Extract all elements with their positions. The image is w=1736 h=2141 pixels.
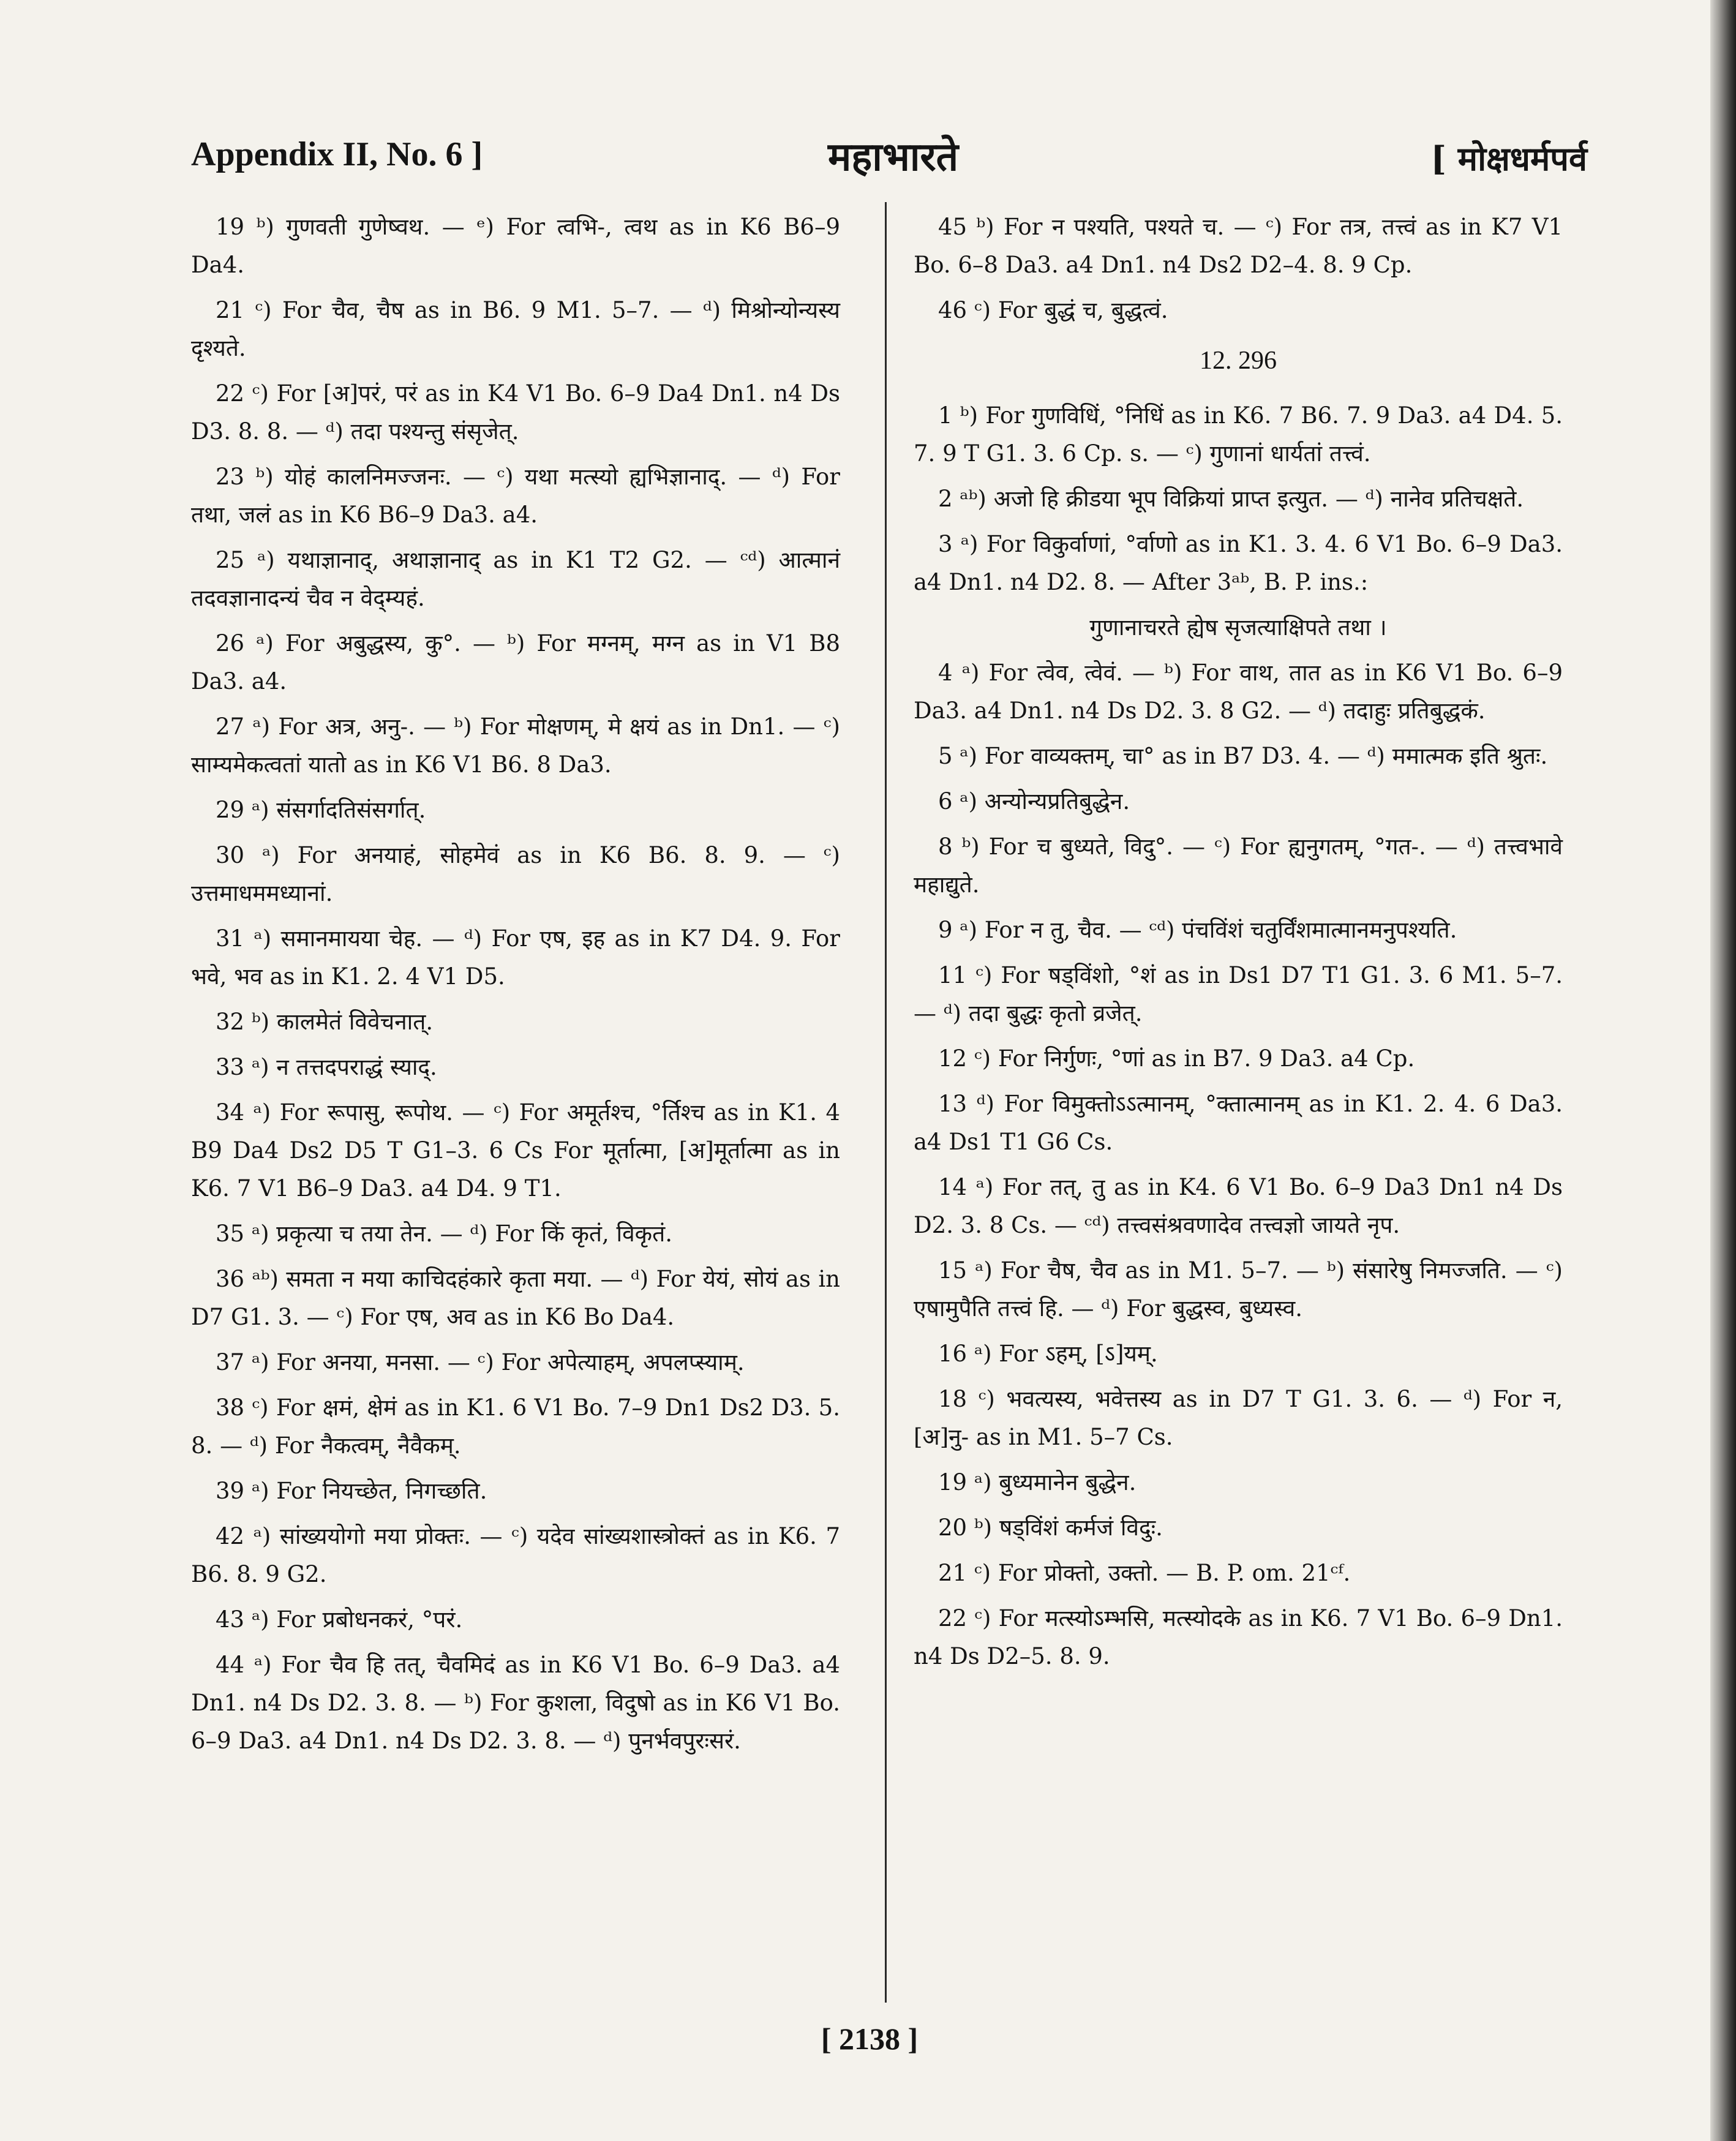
critical-note: 11 ᶜ) For षड्विंशो, °शं as in Ds1 D7 T1 G1. 3. 6 M1. 5–7. — ᵈ) तदा बुद्धः कृतो व्रजेत्. (914, 962, 1563, 1026)
critical-note: 31 ᵃ) समानमायया चेह. — ᵈ) For एष, इह as in K7 D4. 9. For भवे, भव as in K1. 2. 4 V1 D5. (191, 925, 840, 990)
right-column (914, 208, 1563, 1683)
critical-note: 23 ᵇ) योहं कालनिमज्जनः. — ᶜ) यथा मत्स्यो ह्यभिज्ञानाद्. — ᵈ) For तथा, जलं as in K6 B6–9 Da3. a4. (191, 464, 840, 528)
page-number: [ 2138 ] (821, 2022, 919, 2056)
critical-note: 22 ᶜ) For मत्स्योऽम्भसि, मत्स्योदके as in K6. 7 V1 Bo. 6–9 Dn1. n4 Ds D2–5. 8. 9. (914, 1605, 1563, 1669)
critical-note: 2 ᵃᵇ) अजो हि क्रीडया भूप विक्रियां प्राप्त इत्युत. — ᵈ) नानेव प्रतिचक्षते. (938, 486, 1524, 512)
critical-note: 5 ᵃ) For वाव्यक्तम्, चा° as in B7 D3. 4. — ᵈ) ममात्मक इति श्रुतः. (938, 743, 1548, 769)
right-notes-after-verse (914, 654, 1563, 1676)
critical-note: 4 ᵃ) For त्वेव, त्वेवं. — ᵇ) For वाथ, तात as in K6 V1 Bo. 6–9 Da3. a4 Dn1. n4 Ds D2. 3. 8 G2. — ᵈ) तदाहुः प्रतिबुद्धकं. (914, 660, 1563, 724)
book-title: महाभारते (828, 134, 959, 180)
critical-note: 30 ᵃ) For अनयाहं, सोहमेवं as in K6 B6. 8. 9. — ᶜ) उत्तमाधममध्यानां. (191, 842, 840, 906)
critical-note: 39 ᵃ) For नियच्छेत, निगच्छति. (216, 1478, 487, 1504)
critical-note: 14 ᵃ) For तत्, तु as in K4. 6 V1 Bo. 6–9 Da3 Dn1 n4 Ds D2. 3. 8 Cs. — ᶜᵈ) तत्त्वसंश्रवणादेव तत्त्वज्ञो जायते नृप. (914, 1174, 1563, 1238)
critical-note: 21 ᶜ) For प्रोक्तो, उक्तो. — B. P. om. 21ᶜᶠ. (938, 1560, 1351, 1586)
right-notes-before-verse (914, 397, 1563, 601)
critical-note: 21 ᶜ) For चैव, चैष as in B6. 9 M1. 5–7. — ᵈ) मिश्रोन्योन्यस्य दृश्यते. (191, 297, 840, 361)
critical-note: 1 ᵇ) For गुणविधिं, °निधिं as in K6. 7 B6. 7. 9 Da3. a4 D4. 5. 7. 9 T G1. 3. 6 Cp. s. — ᶜ) गुणानां धार्यतां तत्त्वं. (914, 402, 1563, 467)
critical-note: 46 ᶜ) For बुद्धं च, बुद्धत्वं. (938, 297, 1168, 323)
critical-note: 3 ᵃ) For विकुर्वाणां, °र्वाणो as in K1. 3. 4. 6 V1 Bo. 6–9 Da3. a4 Dn1. n4 D2. 8. — After 3ᵃᵇ, B. P. ins.: (914, 531, 1563, 595)
critical-note: 34 ᵃ) For रूपासु, रूपोथ. — ᶜ) For अमूर्तश्च, °र्तिश्च as in K1. 4 B9 Da4 Ds2 D5 T G1–3. 6 Cs For मूर्तात्मा, [अ]मूर्तात्मा as in K6. 7 V1 B6–9 Da3. a4 D4. 9 T1. (191, 1099, 840, 1202)
critical-note: 13 ᵈ) For विमुक्तोऽऽत्मानम्, °क्तात्मानम् as in K1. 2. 4. 6 Da3. a4 Ds1 T1 G6 Cs. (914, 1091, 1563, 1155)
critical-note: 9 ᵃ) For न तु, चैव. — ᶜᵈ) पंचविंशं चतुर्विंशमात्मानमनुपश्यति. (938, 917, 1457, 943)
critical-note: 15 ᵃ) For चैष, चैव as in M1. 5–7. — ᵇ) संसारेषु निमज्जति. — ᶜ) एषामुपैति तत्त्वं हि. — ᵈ) For बुद्धस्व, बुध्यस्व. (914, 1257, 1563, 1322)
appendix-label: Appendix II, No. 6 ] (191, 135, 483, 173)
page-edge-shadow (1710, 0, 1736, 2141)
critical-note: 25 ᵃ) यथाज्ञानाद्, अथाज्ञानाद् as in K1 T2 G2. — ᶜᵈ) आत्मानं तदवज्ञानादन्यं चैव न वेद्म्यहं. (191, 547, 840, 611)
critical-note: 26 ᵃ) For अबुद्धस्य, कु°. — ᵇ) For मग्नम्, मग्न as in V1 B8 Da3. a4. (191, 630, 840, 694)
right-top-notes (914, 208, 1563, 329)
critical-note: 43 ᵃ) For प्रबोधनकरं, °परं. (216, 1606, 463, 1633)
critical-note: 45 ᵇ) For न पश्यति, पश्यते च. — ᶜ) For तत्र, तत्त्वं as in K7 V1 Bo. 6–8 Da3. a4 Dn1. n4 Ds2 D2–4. 8. 9 Cp. (914, 214, 1563, 278)
left-column (191, 208, 840, 1767)
critical-note: 33 ᵃ) न तत्तदपराद्धं स्याद्. (216, 1054, 437, 1080)
page-header (191, 122, 1587, 190)
critical-note: 16 ᵃ) For ऽहम्, [ऽ]यम्. (938, 1341, 1158, 1367)
critical-note: 8 ᵇ) For च बुध्यते, विदु°. — ᶜ) For ह्यनुगतम्, °गत-. — ᵈ) तत्त्वभावे महाद्युते. (914, 833, 1563, 898)
critical-note: 36 ᵃᵇ) समता न मया काचिदहंकारे कृता मया. — ᵈ) For येयं, सोयं as in D7 G1. 3. — ᶜ) For एष, अव as in K6 Bo Da4. (191, 1266, 840, 1330)
inserted-verse: गुणानाचरते ह्येष सृजत्याक्षिपते तथा । (1089, 614, 1387, 641)
critical-note: 32 ᵇ) कालमेतं विवेचनात्. (216, 1009, 434, 1035)
section-title: 12. 296 (1200, 347, 1277, 375)
critical-note: 27 ᵃ) For अत्र, अनु-. — ᵇ) For मोक्षणम्, मे क्षयं as in Dn1. — ᶜ) साम्यमेकत्वतां यातो as in K6 V1 B6. 8 Da3. (191, 713, 840, 778)
critical-note: 44 ᵃ) For चैव हि तत्, चैवमिदं as in K6 V1 Bo. 6–9 Da3. a4 Dn1. n4 Ds D2. 3. 8. — ᵇ) For कुशला, विदुषो as in K6 V1 Bo. 6–9 Da3. a4 Dn1. n4 Ds D2. 3. 8. — ᵈ) पुनर्भवपुरःसरं. (191, 1652, 840, 1754)
critical-note: 22 ᶜ) For [अ]परं, परं as in K4 V1 Bo. 6–9 Da4 Dn1. n4 Ds D3. 8. 8. — ᵈ) तदा पश्यन्तु संसृजेत्. (191, 380, 840, 445)
critical-note: 12 ᶜ) For निर्गुणः, °णां as in B7. 9 Da3. a4 Cp. (938, 1045, 1415, 1072)
critical-note: 6 ᵃ) अन्योन्यप्रतिबुद्धेन. (938, 788, 1130, 815)
critical-note: 35 ᵃ) प्रकृत्या च तया तेन. — ᵈ) For किं कृतं, विकृतं. (216, 1221, 672, 1247)
critical-note: 19 ᵇ) गुणवती गुणेष्वथ. — ᵉ) For त्वभि-, त्वथ as in K6 B6–9 Da4. (191, 214, 840, 278)
critical-note: 42 ᵃ) सांख्ययोगो मया प्रोक्तः. — ᶜ) यदेव सांख्यशास्त्रोक्तं as in K6. 7 B6. 8. 9 G2. (191, 1523, 840, 1587)
critical-note: 19 ᵃ) बुध्यमानेन बुद्धेन. (938, 1469, 1137, 1496)
critical-note: 37 ᵃ) For अनया, मनसा. — ᶜ) For अपेत्याहम्, अपलप्स्याम्. (216, 1349, 745, 1375)
critical-note: 20 ᵇ) षड्विंशं कर्मजं विदुः. (938, 1515, 1163, 1541)
critical-note: 38 ᶜ) For क्षमं, क्षेमं as in K1. 6 V1 Bo. 7–9 Dn1 Ds2 D3. 5. 8. — ᵈ) For नैकत्वम्, नैवैकम्. (191, 1394, 840, 1459)
critical-note: 29 ᵃ) संसर्गादतिसंसर्गात्. (216, 797, 426, 823)
column-divider (885, 202, 887, 2003)
parvan-label: [ मोक्षधर्मपर्व (1430, 139, 1587, 178)
critical-note: 18 ᶜ) भवत्यस्य, भवेत्तस्य as in D7 T G1. 3. 6. — ᵈ) For न, [अ]नु- as in M1. 5–7 Cs. (914, 1386, 1563, 1450)
